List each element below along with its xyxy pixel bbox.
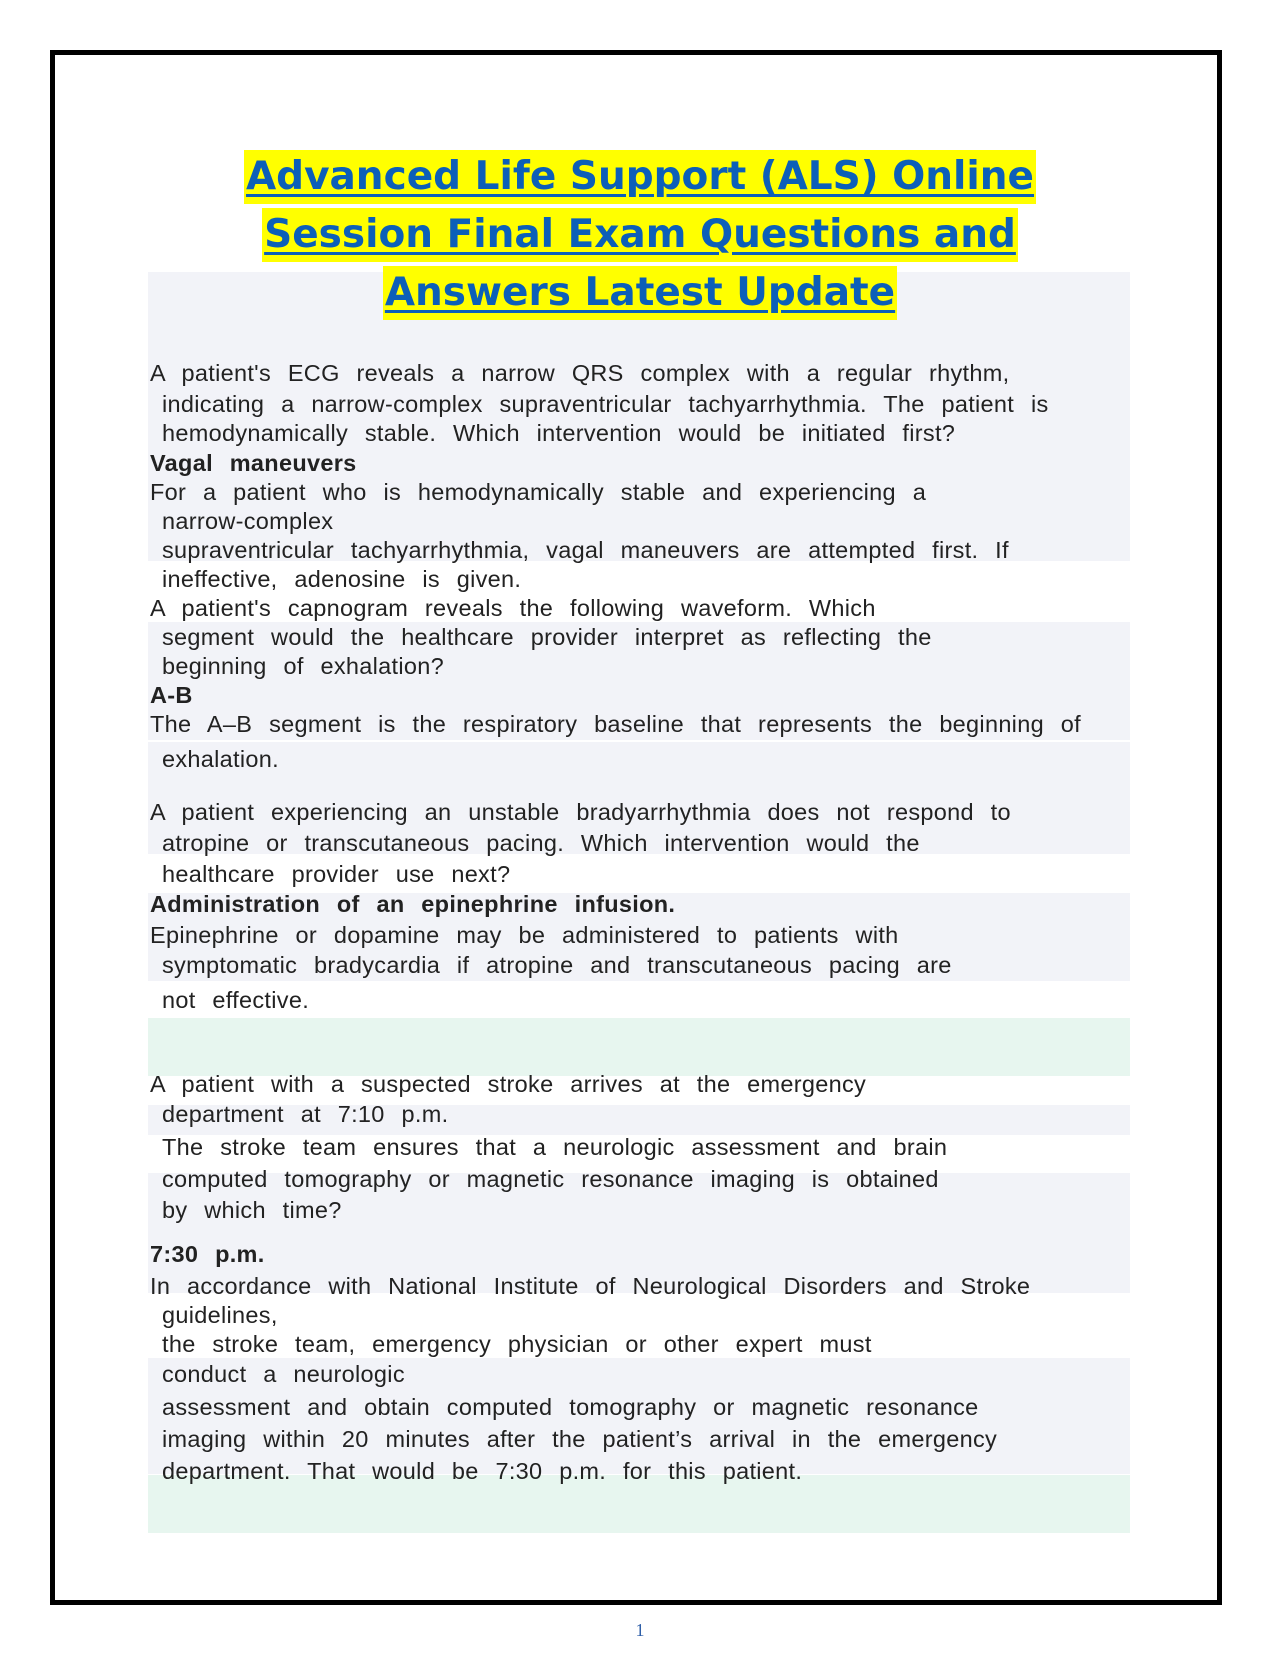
- question-text: A patient experiencing an unstable bradyarrhythmia does not respond to: [150, 799, 1011, 825]
- question-text: A patient's capnogram reveals the following waveform. Which: [150, 595, 876, 621]
- rationale-text: the stroke team, emergency physician or other expert must: [162, 1331, 872, 1357]
- answer-text: A-B: [150, 682, 193, 708]
- rationale-text: conduct a neurologic: [162, 1361, 405, 1387]
- rationale-text: In accordance with National Institute of Neurological Disorders and Stroke: [150, 1273, 1031, 1299]
- question-text: A patient's ECG reveals a narrow QRS complex with a regular rhythm,: [150, 360, 1010, 386]
- rationale-text: symptomatic bradycardia if atropine and transcutaneous pacing are: [162, 952, 952, 978]
- rationale-text: department. That would be 7:30 p.m. for this patient.: [162, 1458, 803, 1484]
- answer-text: Vagal maneuvers: [150, 450, 357, 476]
- question-text: healthcare provider use next?: [162, 861, 511, 887]
- question-text: hemodynamically stable. Which intervention would be initiated first?: [162, 420, 956, 446]
- question-text: The stroke team ensures that a neurologic assessment and brain: [162, 1134, 948, 1160]
- question-text: segment would the healthcare provider interpret as reflecting the: [162, 624, 932, 650]
- rationale-text: assessment and obtain computed tomography or magnetic resonance: [162, 1394, 979, 1420]
- answer-text: 7:30 p.m.: [150, 1241, 265, 1267]
- rationale-text: narrow-complex: [162, 508, 334, 534]
- shade-block: [148, 1018, 1130, 1076]
- rationale-text: not effective.: [162, 987, 310, 1013]
- rationale-text: Epinephrine or dopamine may be administered to patients with: [150, 922, 899, 948]
- question-text: by which time?: [162, 1197, 342, 1223]
- rationale-text: supraventricular tachyarrhythmia, vagal maneuvers are attempted first. If: [162, 537, 1009, 563]
- rationale-text: ineffective, adenosine is given.: [162, 566, 522, 592]
- answer-text: Administration of an epinephrine infusion.: [150, 891, 676, 917]
- question-text: A patient with a suspected stroke arrives at the emergency: [150, 1071, 867, 1097]
- title-line: Answers Latest Update: [383, 266, 897, 320]
- question-text: beginning of exhalation?: [162, 653, 444, 679]
- page-number: 1: [635, 1620, 645, 1640]
- rationale-text: The A–B segment is the respiratory baseline that represents the beginning of: [150, 711, 1081, 737]
- question-text: atropine or transcutaneous pacing. Which intervention would the: [162, 830, 920, 856]
- document-title: [0, 150, 1280, 324]
- rationale-text: imaging within 20 minutes after the patient’s arrival in the emergency: [162, 1426, 998, 1452]
- question-text: department at 7:10 p.m.: [162, 1101, 449, 1127]
- rationale-text: guidelines,: [162, 1302, 278, 1328]
- rationale-text: exhalation.: [162, 746, 279, 772]
- title-line: Advanced Life Support (ALS) Online: [244, 150, 1036, 204]
- question-text: indicating a narrow-complex supraventricular tachyarrhythmia. The patient is: [162, 391, 1049, 417]
- question-text: computed tomography or magnetic resonance imaging is obtained: [162, 1166, 939, 1192]
- title-line: Session Final Exam Questions and: [262, 208, 1018, 262]
- rationale-text: For a patient who is hemodynamically stable and experiencing a: [150, 479, 927, 505]
